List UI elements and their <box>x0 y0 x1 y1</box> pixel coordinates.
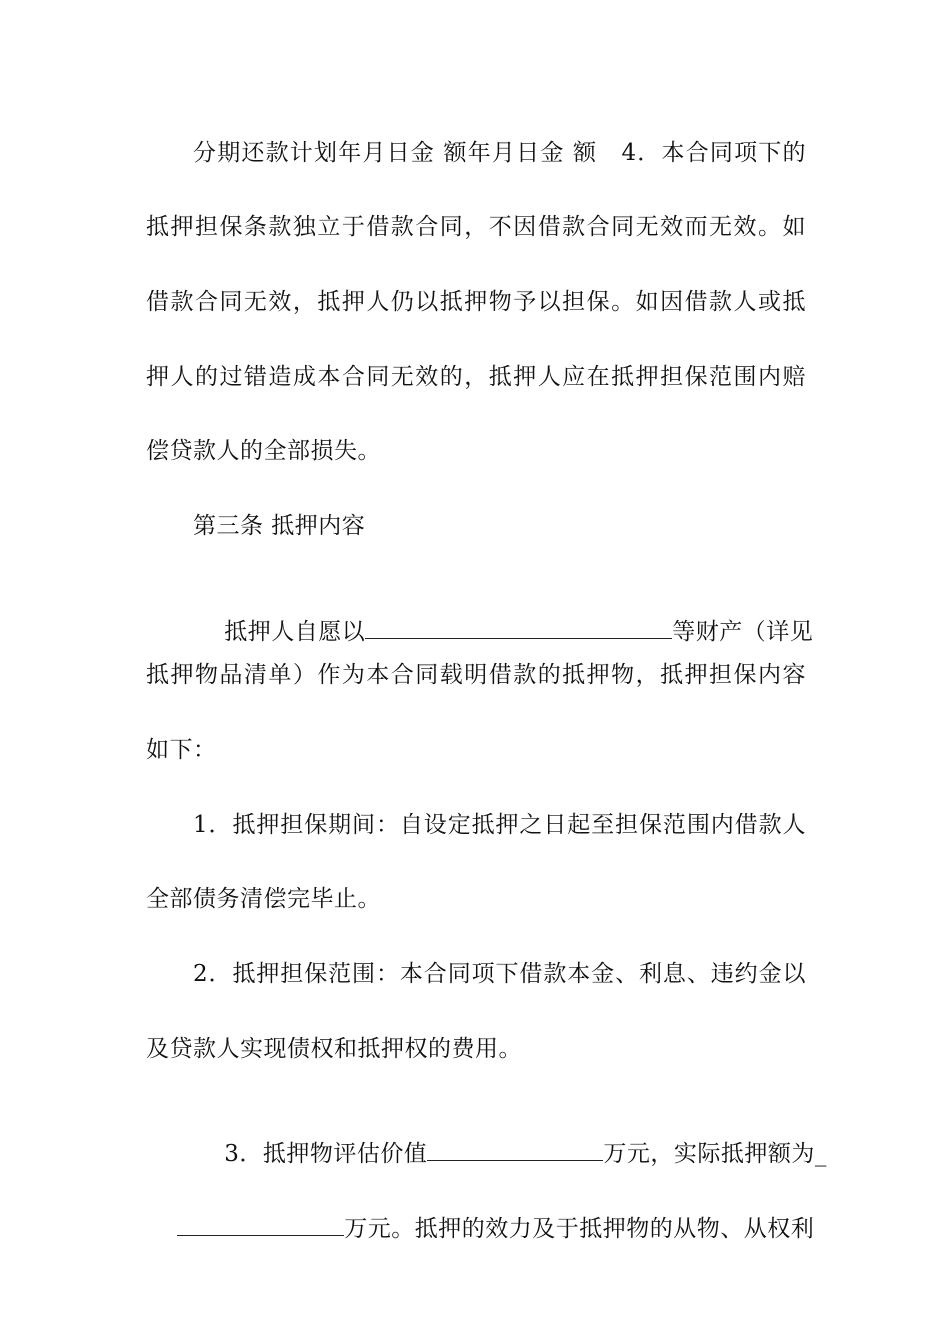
paragraph-line: 抵押物品清单）作为本合同载明借款的抵押物，抵押担保内容 <box>146 662 806 688</box>
paragraph-line: 全部债务清偿完毕止。 <box>146 886 381 912</box>
line-text: 3．抵押物评估价值 <box>224 1141 428 1167</box>
line-text: 抵押人自愿以 <box>224 619 366 645</box>
paragraph-line <box>146 1183 815 1274</box>
line-text: 万元。抵押的效力及于抵押物的从物、从权利 <box>344 1216 815 1242</box>
list-item: 2．抵押担保范围：本合同项下借款本金、利息、违约金以 <box>193 961 806 987</box>
line-text: 等财产（详见 <box>672 619 814 645</box>
paragraph-line: 及贷款人实现债权和抵押权的费用。 <box>146 1036 522 1062</box>
paragraph-line: 借款合同无效，抵押人仍以抵押物予以担保。如因借款人或抵 <box>146 289 806 315</box>
paragraph-line: 如下： <box>146 737 217 763</box>
list-item: 1．抵押担保期间：自设定抵押之日起至担保范围内借款人 <box>193 812 806 838</box>
fill-in-blank <box>177 1213 344 1236</box>
fill-in-blank <box>365 616 672 639</box>
paragraph-line: 偿贷款人的全部损失。 <box>146 438 381 464</box>
paragraph-line: 分期还款计划年月日金 额年月日金 额 4．本合同项下的 <box>193 140 806 166</box>
section-heading: 第三条 抵押内容 <box>193 513 366 539</box>
line-text: 万元，实际抵押额为_ <box>603 1141 827 1167</box>
paragraph-line: 押人的过错造成本合同无效的，抵押人应在抵押担保范围内赔 <box>146 364 806 390</box>
fill-in-blank <box>427 1138 603 1161</box>
paragraph-line: 抵押担保条款独立于借款合同，不因借款合同无效而无效。如 <box>146 214 806 240</box>
